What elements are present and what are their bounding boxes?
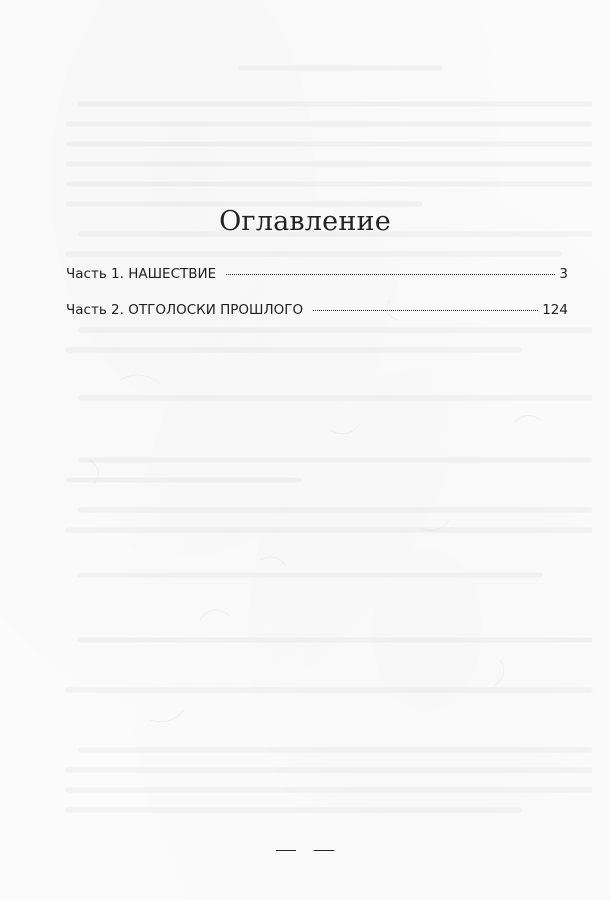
dash-left: [276, 850, 296, 851]
page-title: Оглавление: [219, 206, 391, 237]
dot-leader: [226, 274, 555, 275]
toc-list: [66, 266, 568, 338]
toc-entry-part-1: [66, 266, 568, 286]
toc-entry-part-2: [66, 302, 568, 322]
toc-entry-page-number: 124: [542, 302, 568, 318]
dash-right: [314, 850, 334, 851]
toc-entry-page-number: 3: [559, 266, 568, 282]
toc-entry-label: Часть 1. НАШЕСТВИЕ: [66, 266, 217, 282]
toc-entry-label: Часть 2. ОТГОЛОСКИ ПРОШЛОГО: [66, 302, 304, 318]
dot-leader: [313, 310, 538, 311]
page-number-marker: [0, 850, 610, 851]
